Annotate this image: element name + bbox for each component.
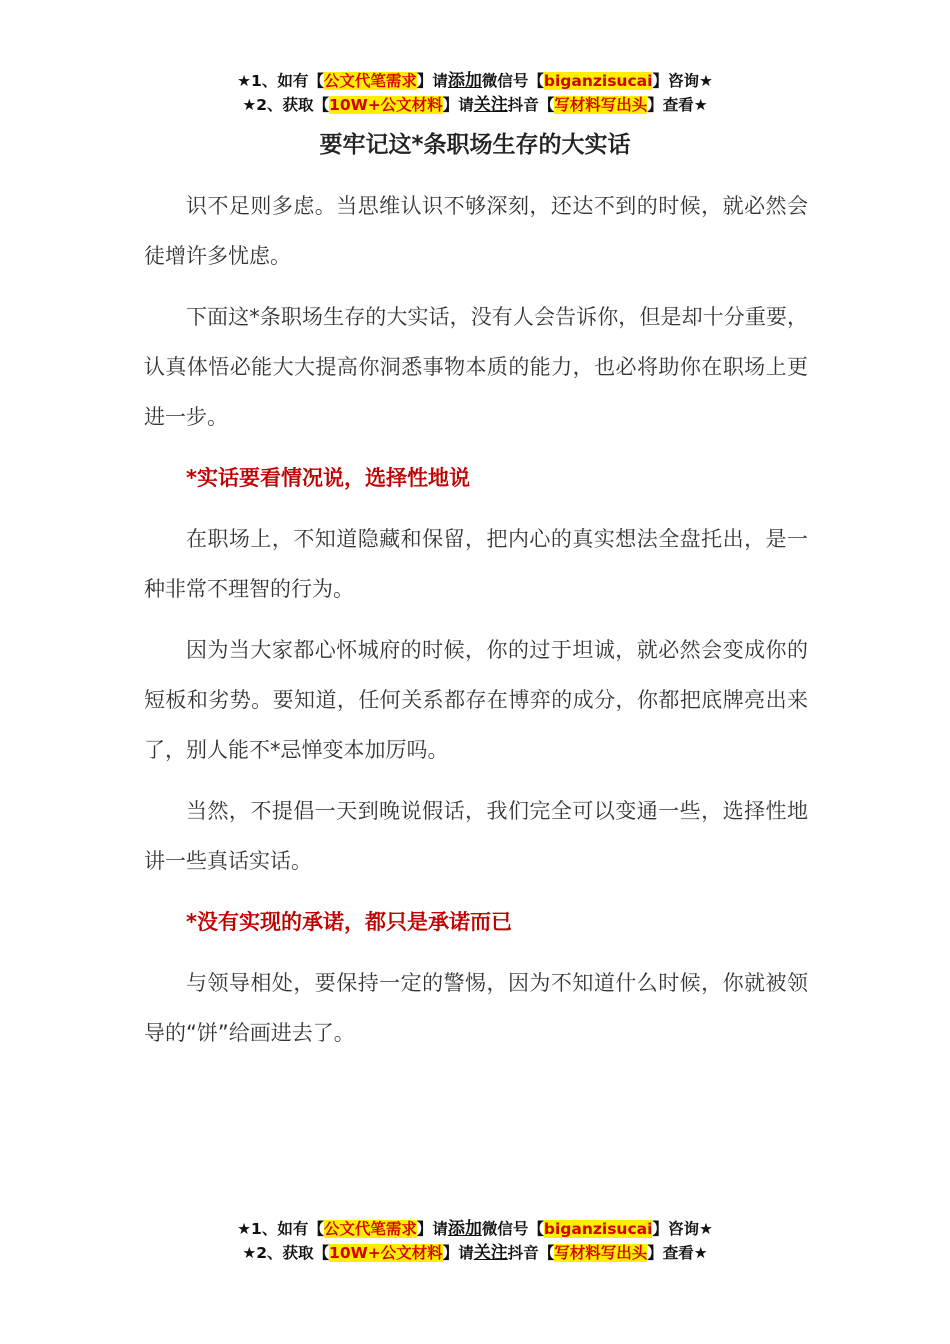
banner-emphasis: 关注 (473, 1243, 508, 1263)
paragraph: 识不足则多虑。当思维认识不够深刻，还达不到的时候，就必然会徒增许多忧虑。 (144, 194, 808, 268)
document-body (144, 181, 808, 1069)
banner-line-1 (0, 1217, 950, 1241)
paragraph: 因为当大家都心怀城府的时候，你的过于坦诚，就必然会变成你的短板和劣势。要知道，任何关系都存在博弈的成分，你都把底牌亮出来了，别人能不*忌惮变本加厉吗。 (144, 638, 808, 762)
banner-highlight: 写材料写出头 (554, 96, 648, 114)
banner-line-1 (0, 69, 950, 93)
header-banner (0, 69, 950, 117)
banner-highlight: biganzisucai (543, 72, 653, 90)
document-title: 要牢记这*条职场生存的大实话 (319, 132, 631, 158)
banner-emphasis: 添加 (447, 1219, 482, 1239)
banner-text: 微信号【 (481, 72, 544, 90)
paragraph: 在职场上，不知道隐藏和保留，把内心的真实想法全盘托出，是一种非常不理智的行为。 (144, 527, 808, 601)
banner-text: 抖音【 (507, 96, 555, 114)
banner-highlight: 写材料写出头 (554, 1244, 648, 1262)
banner-line-2 (0, 93, 950, 117)
banner-text: 微信号【 (481, 1220, 544, 1238)
banner-text: 】请 (442, 96, 474, 114)
banner-text: ★2、获取【 (242, 1244, 330, 1262)
banner-highlight: biganzisucai (543, 1220, 653, 1238)
paragraph: 当然，不提倡一天到晚说假话，我们完全可以变通一些，选择性地讲一些真话实话。 (144, 799, 808, 873)
banner-text: ★2、获取【 (242, 96, 330, 114)
banner-text: 】查看★ (647, 1244, 708, 1262)
section-heading: *实话要看情况说，选择性地说 (186, 466, 470, 490)
banner-emphasis: 关注 (473, 95, 508, 115)
banner-text: ★1、如有【 (237, 1220, 324, 1238)
banner-line-2 (0, 1241, 950, 1265)
banner-highlight: 公文代笔需求 (323, 72, 417, 90)
paragraph: 与领导相处，要保持一定的警惕，因为不知道什么时候，你就被领导的“饼”给画进去了。 (144, 971, 808, 1045)
banner-text: 抖音【 (507, 1244, 555, 1262)
banner-text: 】咨询★ (652, 72, 713, 90)
banner-text: 】查看★ (647, 96, 708, 114)
banner-highlight: 公文代笔需求 (323, 1220, 417, 1238)
banner-text: 】请 (416, 1220, 448, 1238)
banner-text: ★1、如有【 (237, 72, 324, 90)
banner-highlight: 10W+公文材料 (329, 1244, 443, 1262)
section-heading: *没有实现的承诺，都只是承诺而已 (186, 910, 512, 934)
banner-text: 】咨询★ (652, 1220, 713, 1238)
footer-banner (0, 1217, 950, 1265)
banner-highlight: 10W+公文材料 (329, 96, 443, 114)
banner-text: 】请 (442, 1244, 474, 1262)
banner-text: 】请 (416, 72, 448, 90)
banner-emphasis: 添加 (447, 71, 482, 91)
paragraph: 下面这*条职场生存的大实话，没有人会告诉你，但是却十分重要，认真体悟必能大大提高你洞悉事物本质的能力，也必将助你在职场上更进一步。 (144, 305, 808, 429)
